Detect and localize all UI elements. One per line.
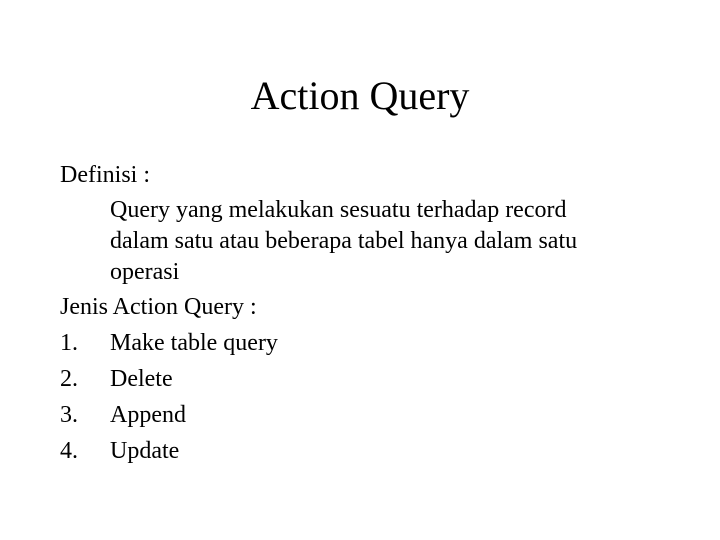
list-text: Delete: [110, 366, 173, 392]
definition-line: operasi: [110, 259, 180, 285]
definition-line: dalam satu atau beberapa tabel hanya dalam satu: [110, 228, 578, 254]
list-text: Update: [110, 438, 180, 464]
slide-body: [60, 157, 700, 469]
list-number: 1.: [60, 330, 78, 356]
slide-title: Action Query: [250, 73, 470, 118]
list-item: [60, 325, 700, 361]
list-number: 3.: [60, 402, 78, 428]
list-number: 4.: [60, 438, 78, 464]
definition-label: Definisi :: [60, 162, 150, 188]
types-label: Jenis Action Query :: [60, 294, 257, 320]
list-text: Append: [110, 402, 186, 428]
list-text: Make table query: [110, 330, 278, 356]
list-item: [60, 361, 700, 397]
definition-line: Query yang melakukan sesuatu terhadap record: [110, 197, 567, 223]
definition-text: [110, 195, 670, 288]
list-number: 2.: [60, 366, 78, 392]
list-item: [60, 397, 700, 433]
list-item: [60, 433, 700, 469]
